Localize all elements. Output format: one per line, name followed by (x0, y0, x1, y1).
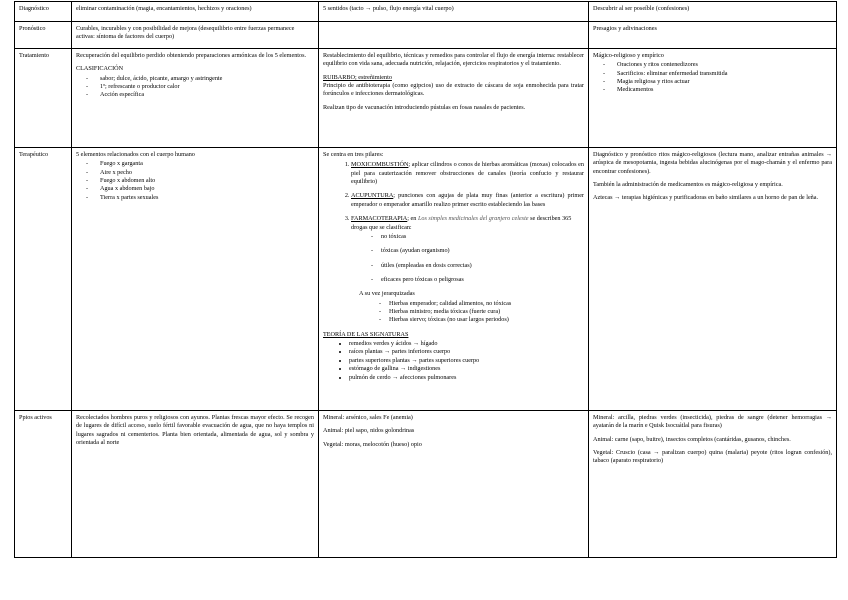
row-label-pronostico: Pronóstico (15, 22, 72, 49)
list-item: - Magia religiosa y ritos actuar (617, 78, 832, 86)
row-label-principios: Ppios activos (15, 411, 72, 558)
cell-principios-c4 (589, 411, 837, 558)
pillar-text: se describen 365 drogas que se clasifican: (351, 215, 572, 231)
tratamiento-c3-p3: Realizan tipo de vacunación introduciendo pústulas en fosas nasales de pacientes. (323, 103, 526, 111)
book-title: Los simples medicinales del granjero celeste (417, 215, 529, 223)
principios-c4-p1: Mineral: arcilla, piedras verdes (insecticida), piedras de sangre (detener hemorragias → ayatarán de la marín e Quisk Isocuátlal para fisuras) (593, 414, 832, 430)
tratamiento-intro: Recuperación del equilibrio perdido obteniendo preparaciones armónicas de los 5 elementos. (76, 52, 307, 59)
teoria-list (323, 340, 584, 382)
list-item: • pulmón de cerdo → afecciones pulmonares (349, 374, 584, 382)
list-item: - eficaces pero tóxicas o peligrosas (381, 276, 584, 284)
cell-principios-c2: Recolectados hombres puros y religiosos con ayunos. Plantas frescas mayor efecto. Se recogen de lugares de difícil acceso, suelo fértil favorable evacuación de agua, que no haya templos ni lugares sagrados ni cementerios. Planta bien orientada, alimentada de agua, sol y sombra y orientada al norte (72, 411, 319, 558)
list-item: - Tierra x partes sexuales (100, 194, 314, 202)
clasificacion-list (76, 75, 314, 100)
list-item: - Hierbas ministro; media tóxicas (fuerte cura) (389, 308, 584, 316)
cell-terapeutico-c4 (589, 148, 837, 411)
elementos-list (76, 160, 314, 202)
pillar-title: FARMACOTERAPIA (351, 215, 408, 223)
principios-c3-p1: Mineral: arsénico, sales Fe (anemia) (323, 414, 413, 421)
list-item: - Acción específica (100, 91, 314, 99)
tratamiento-c3-p2: Principio de antibioterapia (como egipcios) uso de extracto de cáscara de soja enmohecida para tratar forúnculos e infecciones dermatológicas. (323, 82, 584, 98)
list-item: - Medicamentos (617, 86, 832, 94)
principios-c3-p3: Vegetal: moras, melocotón (hueso) opio (323, 440, 422, 448)
table-row-diagnostico (15, 2, 837, 22)
row-label-tratamiento: Tratamiento (15, 49, 72, 148)
terapeutico-c4-p2: También la administración de medicamentos es mágico-religiosa y empírica. (593, 181, 783, 189)
list-item: • estómago de gallina → indigestiones (349, 365, 584, 373)
table-row-tratamiento (15, 49, 837, 148)
pillar-acupuntura (351, 192, 584, 209)
list-item: - Fuego x abdomen alto (100, 177, 314, 185)
terapeutico-c4-p3: Aztecas → terapias higiénicas y purificadoras en baño similares a un horno de pan de leña. (593, 194, 819, 202)
row-label-diagnostico: Diagnóstico (15, 2, 72, 22)
table-row-terapeutico (15, 148, 837, 411)
list-item: - tóxicas (ayudan organismo) (381, 247, 584, 255)
pillar-text: ; aplicar cilindros o conos de hierbas aromáticas (moxas) colocados en piel para cauterización remover obstrucciones de canales (teoría confucio y restaurar equilibrio) (351, 161, 584, 186)
list-item: - Aire x pecho (100, 169, 314, 177)
cell-tratamiento-c2 (72, 49, 319, 148)
pillar-title: MOXICOMBUSTIÓN (351, 161, 409, 169)
pillar-text: ; punciones con agujas de plata muy finas (anterior a escritura) primer emperador o emperador amarillo realizo primer escrito estableciendo las bases (351, 192, 584, 208)
list-item: - 1º; refrescante o productor calor (100, 83, 314, 91)
teoria-heading: TEORÍA DE LAS SIGNATURAS (323, 330, 409, 338)
table-row-pronostico (15, 22, 837, 49)
cell-diagnostico-c3: 5 sentidos (tacto → pulso, flujo energía vital cuerpo) (319, 2, 589, 22)
row-label-terapeutico: Terapéutico (15, 148, 72, 411)
jerarquia-list (323, 300, 584, 325)
tratamiento-c4-heading: Mágico-religioso y empírico (593, 52, 664, 59)
jerarquia-heading: A su vez jerarquizadas (359, 290, 415, 298)
tratamiento-c4-list (593, 61, 832, 94)
table-row-principios (15, 411, 837, 558)
cell-diagnostico-c4: Descubrir al ser poseíble (confesiones) (589, 2, 837, 22)
list-item: - Sacrificios: eliminar enfermedad transmitida (617, 70, 832, 78)
cell-pronostico-c2: Curables, incurables y con posibilidad de mejora (desequilibrio entre fuerzas permanece activas: síntoma de factores del cuerpo) (72, 22, 319, 49)
pillar-farmacoterapia (351, 215, 584, 284)
cell-pronostico-c3 (319, 22, 589, 49)
cell-terapeutico-c2 (72, 148, 319, 411)
pillar-text: ; en (407, 215, 418, 223)
list-item: - Hierbas siervo; tóxicas (no usar largos periodos) (389, 316, 584, 324)
list-item: • remedios verdes y ácidos → hígado (349, 340, 584, 348)
cell-tratamiento-c3 (319, 49, 589, 148)
pilares-intro: Se centra en tres pilares: (323, 151, 384, 158)
pillar-title: ACUPUNTURA (351, 192, 394, 200)
list-item: - Oraciones y ritos contenedizores (617, 61, 832, 69)
list-item: - útiles (empleadas en dosis correctas) (381, 262, 584, 270)
list-item: • partes superiores plantas → partes superiores cuerpo (349, 357, 584, 365)
list-item: • raíces plantas → partes inferiores cuerpo (349, 348, 584, 356)
principios-c3-p2: Animal: piel sapo, nidos golondrinas (323, 427, 415, 435)
ruibarbo-heading: RUIBARBO; estreñimiento (323, 73, 392, 81)
list-item: - Agua x abdomen bajo (100, 185, 314, 193)
terapeutico-c4-p1: Diagnóstico y pronóstico ritos mágico-religiosos (lectura mano, analizar entrañas animales → arúspica de mesopotamia, ingesta bebidas alucinógenas por el mago-chamán y el enfermo para encontrar confesiones). (593, 151, 832, 175)
cell-principios-c3 (319, 411, 589, 558)
cell-terapeutico-c3 (319, 148, 589, 411)
medicine-comparison-table (14, 1, 837, 558)
list-item: - no tóxicas (381, 233, 584, 241)
cell-pronostico-c4: Presagios y adivinaciones (589, 22, 837, 49)
pilares-list (323, 161, 584, 284)
list-item: - Fuego x garganta (100, 160, 314, 168)
tratamiento-c3-p1: Restablecimiento del equilibrio, técnicas y remedios para controlar el flujo de energía interna: restablecer equilibrio con vida sana, adecuada nutrición, relajación, ejercicios respiratorios y el tratamiento. (323, 52, 584, 68)
list-item: - sabor; dulce, ácido, picante, amargo y astringente (100, 75, 314, 83)
principios-c4-p2: Animal: carne (sapo, buitre), insectos completos (cantáridas, gusanos, chinches. (593, 435, 791, 443)
list-item: - Hierbas emperador; calidad alimentos, no tóxicas (389, 300, 584, 308)
drogas-list (351, 233, 584, 284)
pillar-moxicombustion (351, 161, 584, 186)
cell-tratamiento-c4 (589, 49, 837, 148)
clasificacion-heading: CLASIFICACIÓN (76, 65, 124, 73)
cell-diagnostico-c2: eliminar contaminación (magia, encantamientos, hechizos y oraciones) (72, 2, 319, 22)
principios-c4-p3: Vegetal: Cruscio (casa → paralizan cuerpo) quina (malaria) peyote (ritos logran confesión), tabaco (aparato respiratorio) (593, 449, 832, 465)
terapeutico-intro: 5 elementos relacionados con el cuerpo humano (76, 151, 195, 158)
